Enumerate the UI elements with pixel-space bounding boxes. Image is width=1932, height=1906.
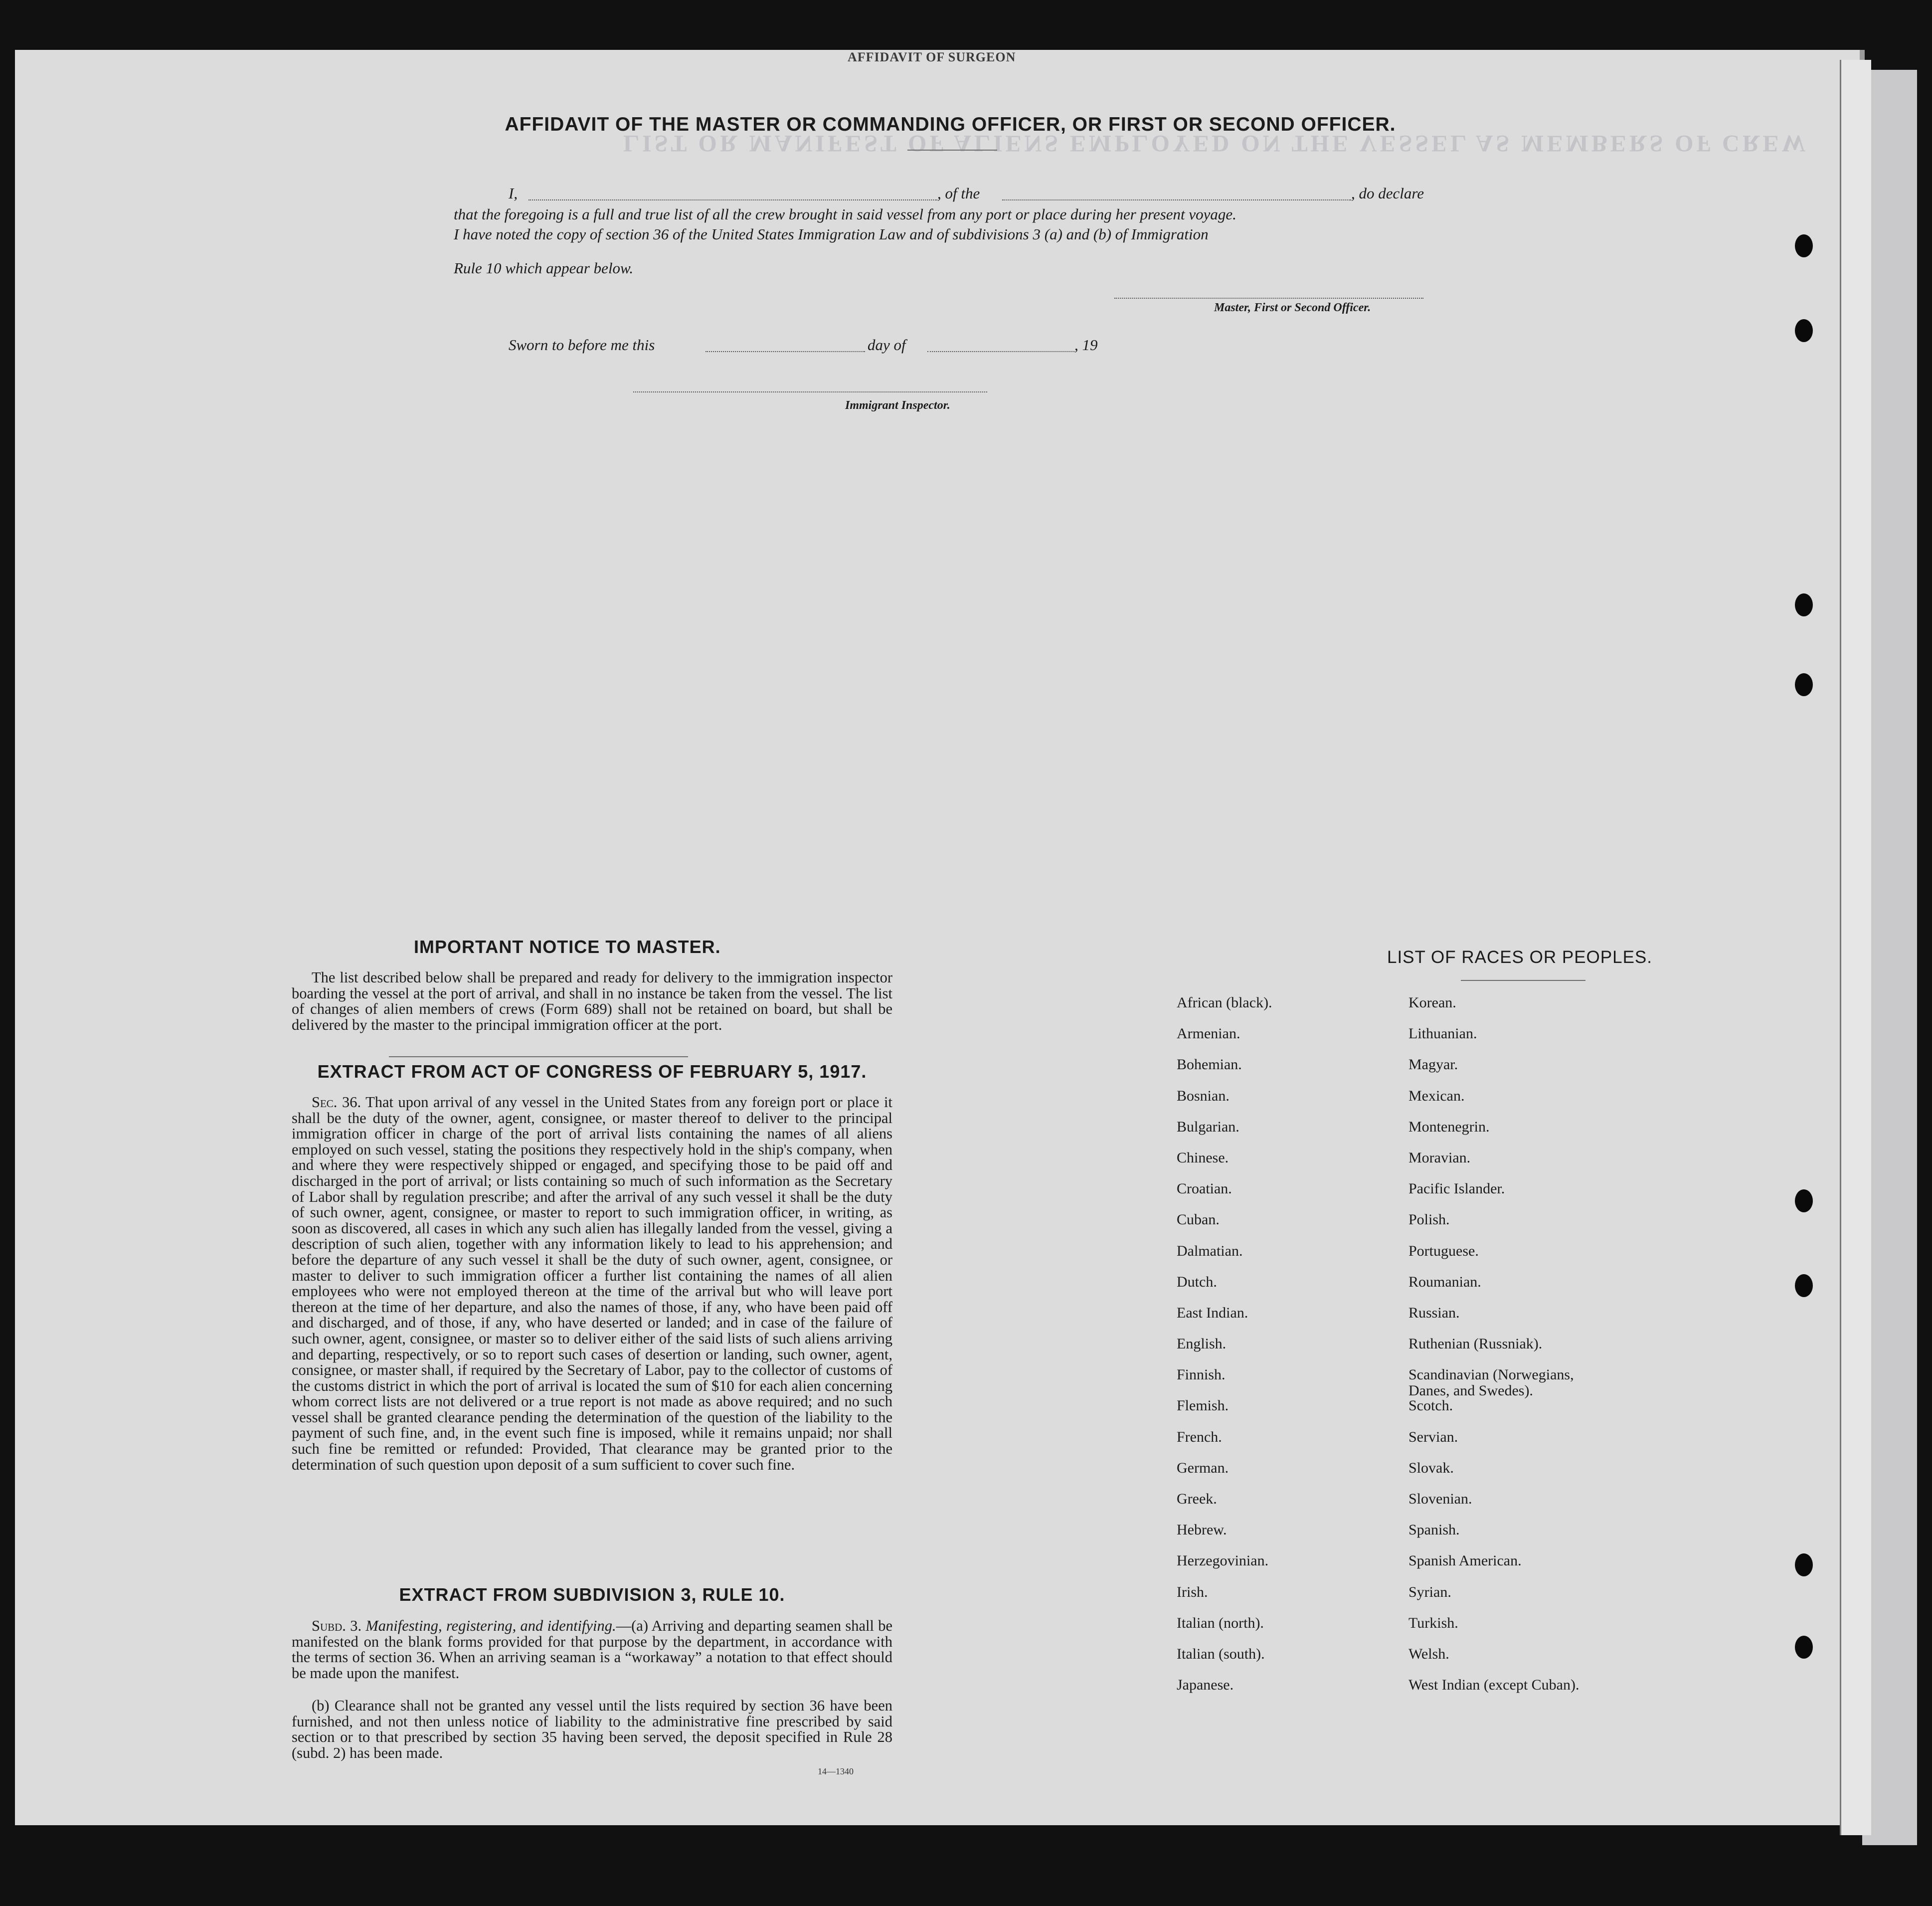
race-item: Bulgarian. (1177, 1118, 1239, 1135)
races-left-column (1177, 995, 1386, 1708)
race-item: Russian. (1408, 1304, 1460, 1321)
race-item: Ruthenian (Russniak). (1408, 1335, 1543, 1352)
surgeon-stamp: AFFIDAVIT OF SURGEON (848, 50, 1016, 64)
race-item: African (black). (1177, 994, 1272, 1011)
officer-signature-label: Master, First or Second Officer. (1214, 301, 1371, 314)
notice-body: The list described below shall be prepared and ready for delivery to the immigration inspector boarding the vessel at the port of arrival, and shall in no instance be taken from the vessel. The list of changes of alien members of crews (Form 689) shall not be retained on board, but shall be delivered by the master to the principal immigration officer at the port. (292, 969, 892, 1033)
affidavit-of-the: , of the (937, 185, 980, 202)
extract-rule-para-a (292, 1618, 892, 1681)
race-item: German. (1177, 1459, 1229, 1476)
race-item: French. (1177, 1428, 1222, 1445)
affidavit-line-2: I have noted the copy of section 36 of the United States Immigration Law and of subdivisions 3 (a) and (b) of Immigration (454, 225, 1209, 243)
page-binding-edge (1840, 60, 1871, 1835)
vessel-field[interactable] (1002, 199, 1351, 200)
race-item: Croatian. (1177, 1180, 1232, 1197)
name-field[interactable] (528, 199, 937, 200)
races-title: LIST OF RACES OR PEOPLES. (1387, 948, 1652, 967)
affidavit-title: AFFIDAVIT OF THE MASTER OR COMMANDING OFFICER, OR FIRST OR SECOND OFFICER. (505, 114, 1396, 135)
section-36-text: That upon arrival of any vessel in the United States from any foreign port or place it shall be the duty of the owner, agent, consignee, or master thereof to deliver to the principal immigration officer in charge of the port of arrival lists containing the names of all aliens employed on such vessel, stating the positions they respectively hold in the ship's company, when and where they were respectively shipped or engaged, and specifying those to be paid off and discharged in the port of arrival; or lists containing so much of such information as the Secretary of Labor shall by regulation prescribe; and after the arrival of any such vessel it shall be the duty of such owner, agent, consignee, or master to report to such immigration officer, in writing, as soon as discovered, all cases in which any such alien has illegally landed from the vessel, giving a description of such alien, together with any information likely to lead to his apprehension; and before the departure of any such vessel it shall be the duty of such owner, agent, consignee, or master to deliver to such immigration officer a further list containing the names of all alien employees who were not employed thereon at the time of the arrival but who will leave port thereon at the time of her departure, and also the names of those, if any, who have been paid off and discharged, and of those, if any, who have deserted or landed; and in case of the failure of such owner, agent, consignee, or master so to deliver either of the said lists of such aliens arriving and departing, respectively, or so to report such cases of desertion or landing, such owner, agent, consignee, or master shall, if required by the Secretary of Labor, pay to the collector of customs of the customs district in which the port of arrival is located the sum of $10 for each alien concerning whom correct lists are not delivered or a true report is not made as above required; and no such vessel shall be granted clearance pending the determination of the question of the liability to the payment of such fine, and, in the event such fine is imposed, while it remains unpaid; nor shall such fine be remitted or refunded: Provided, That clearance may be granted prior to the determination of such question upon deposit of a sum sufficient to cover such fine. (292, 1094, 892, 1473)
race-item: Herzegovinian. (1177, 1552, 1269, 1569)
race-item: Spanish. (1408, 1522, 1460, 1538)
affidavit-i-label: I, (509, 185, 518, 202)
binder-hole (1795, 1189, 1813, 1212)
extract-rule-para-b: (b) Clearance shall not be granted any vessel until the lists required by section 36 have been furnished, and not then unless notice of liability to the administrative fine prescribed by said section or to that prescribed by section 35 having been served, the deposit specified in Rule 28 (subd. 2) has been made. (292, 1697, 892, 1761)
binder-hole (1795, 234, 1813, 257)
race-item: Flemish. (1177, 1397, 1229, 1414)
race-item: Magyar. (1408, 1056, 1458, 1073)
subd-label: Subd. 3. (312, 1617, 362, 1634)
affidavit-line-1: that the foregoing is a full and true list of all the crew brought in said vessel from any port or place during her present voyage. (454, 205, 1236, 223)
race-item: Turkish. (1408, 1614, 1458, 1631)
title-underline (907, 150, 997, 151)
race-item: Moravian. (1408, 1149, 1471, 1166)
race-item: West Indian (except Cuban). (1408, 1677, 1580, 1694)
race-item: Italian (north). (1177, 1614, 1264, 1631)
affidavit-line-3: Rule 10 which appear below. (454, 259, 634, 277)
race-item: Scandinavian (Norwegians, Danes, and Swedes). (1408, 1366, 1574, 1399)
race-item: East Indian. (1177, 1304, 1248, 1321)
affidavit-do-declare: , do declare (1351, 185, 1424, 202)
binder-hole (1795, 1636, 1813, 1659)
race-item: Irish. (1177, 1583, 1208, 1600)
race-item: Pacific Islander. (1408, 1180, 1505, 1197)
section-36-label: Sec. 36. (312, 1094, 361, 1111)
inspector-signature-label: Immigrant Inspector. (845, 399, 950, 412)
race-item: Japanese. (1177, 1677, 1234, 1694)
race-item: Polish. (1408, 1211, 1450, 1228)
race-item: Dalmatian. (1177, 1242, 1243, 1259)
form-number: 14—1340 (818, 1766, 854, 1776)
race-item: Lithuanian. (1408, 1025, 1477, 1042)
race-item: Korean. (1408, 994, 1456, 1011)
binder-hole (1795, 593, 1813, 616)
binder-hole (1795, 1274, 1813, 1297)
races-title-underline (1461, 980, 1585, 981)
sworn-label: Sworn to before me this (509, 336, 655, 354)
section-divider (389, 1056, 688, 1057)
day-of-label: day of (868, 336, 906, 354)
race-item: Welsh. (1408, 1645, 1449, 1662)
race-item: Roumanian. (1408, 1273, 1481, 1290)
race-item: Finnish. (1177, 1366, 1226, 1383)
race-item: Portuguese. (1408, 1242, 1479, 1259)
sworn-month-field[interactable] (927, 351, 1074, 352)
race-item: Hebrew. (1177, 1522, 1227, 1538)
extract-act-title: EXTRACT FROM ACT OF CONGRESS OF FEBRUARY 5, 1917. (317, 1061, 867, 1082)
binder-hole (1795, 673, 1813, 696)
race-item: Mexican. (1408, 1087, 1465, 1104)
inspector-signature-field[interactable] (633, 391, 987, 392)
race-item: Syrian. (1408, 1583, 1451, 1600)
binder-hole (1795, 319, 1813, 342)
extract-rule-title: EXTRACT FROM SUBDIVISION 3, RULE 10. (399, 1584, 785, 1605)
race-item: Cuban. (1177, 1211, 1220, 1228)
year-label: , 19 (1074, 336, 1098, 354)
races-right-column (1408, 995, 1668, 1708)
binder-hole (1795, 1553, 1813, 1576)
race-item: Slovak. (1408, 1459, 1454, 1476)
race-item: Scotch. (1408, 1397, 1453, 1414)
race-item: Armenian. (1177, 1025, 1240, 1042)
race-item: Italian (south). (1177, 1645, 1265, 1662)
race-item: Chinese. (1177, 1149, 1229, 1166)
race-item: Dutch. (1177, 1273, 1217, 1290)
race-item: Montenegrin. (1408, 1118, 1490, 1135)
race-item: English. (1177, 1335, 1227, 1352)
race-item: Servian. (1408, 1428, 1458, 1445)
extract-act-body (292, 1095, 892, 1473)
race-item: Slovenian. (1408, 1491, 1472, 1507)
officer-signature-field[interactable] (1114, 298, 1423, 299)
race-item: Bosnian. (1177, 1087, 1229, 1104)
race-item: Bohemian. (1177, 1056, 1242, 1073)
notice-title: IMPORTANT NOTICE TO MASTER. (414, 937, 721, 957)
subd-para-a-text: —(a) Arriving and departing seamen shall be manifested on the blank forms provided for that purpose by the department, in accordance with the terms of section 36. When an arriving seaman is a “workaway” a notation to that effect should be made upon the manifest. (292, 1617, 892, 1682)
sworn-day-field[interactable] (705, 351, 865, 352)
race-item: Greek. (1177, 1491, 1217, 1507)
subd-heading: Manifesting, registering, and identifying. (365, 1617, 616, 1634)
race-item: Spanish American. (1408, 1552, 1522, 1569)
show-through-header: LIST OR MANIFEST OF ALIENS EMPLOYED ON THE VESSEL AS MEMBERS OF CREW (623, 130, 1809, 157)
